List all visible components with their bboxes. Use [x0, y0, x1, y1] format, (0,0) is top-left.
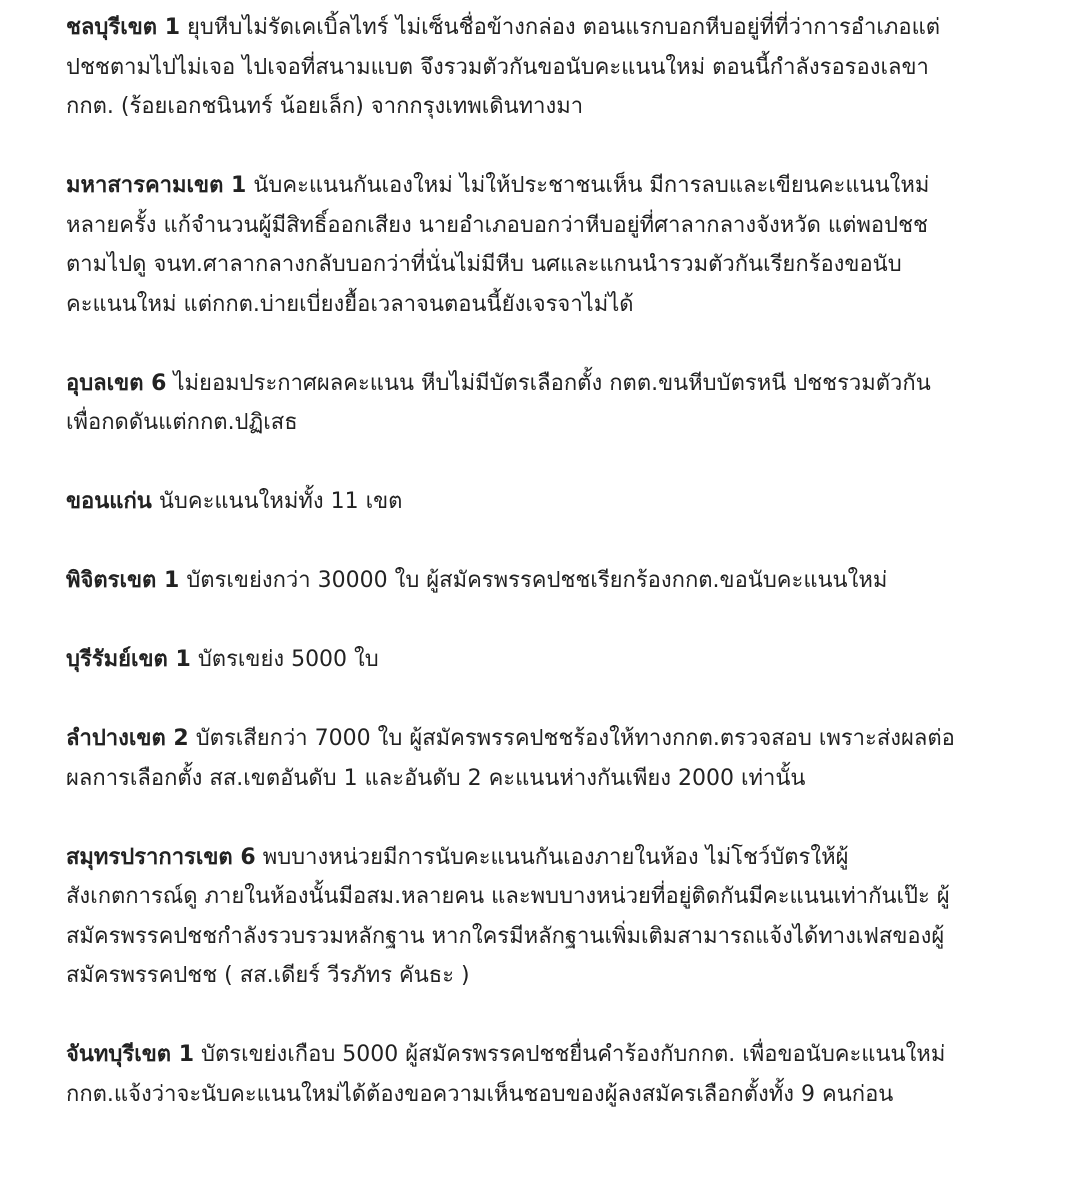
- region-heading: จันทบุรีเขต 1: [66, 1042, 195, 1067]
- report-text-line: ตามไปดู จนท.ศาลากลางกลับบอกว่าที่นั่นไม่มีหีบ นศและแกนนำรวมตัวกันเรียกร้องขอนับ: [66, 252, 902, 277]
- report-text-line: สังเกตการณ์ดู ภายในห้องนั้นมีอสม.หลายคน และพบบางหน่วยที่อยู่ติดกันมีคะแนนเท่ากันเป๊ะ ผู้: [66, 884, 950, 909]
- report-text-line: นับคะแนนกันเองใหม่ ไม่ให้ประชาชนเห็น มีการลบและเขียนคะแนนใหม่: [253, 173, 930, 198]
- report-text-line: คะแนนใหม่ แต่กกต.บ่ายเบี่ยงยื้อเวลาจนตอนนี้ยังเจรจาไม่ได้: [66, 291, 634, 317]
- report-ubon: [66, 364, 1016, 443]
- report-phichit: [66, 561, 1016, 601]
- region-heading: ชลบุรีเขต 1: [66, 15, 181, 40]
- region-heading: อุบลเขต 6: [66, 370, 167, 396]
- region-heading: พิจิตรเขต 1: [66, 568, 180, 593]
- region-heading: สมุทรปราการเขต 6: [66, 844, 256, 870]
- report-text-line: เพื่อกดดันแต่กกต.ปฏิเสธ: [66, 410, 298, 435]
- report-text-line: บัตรเขย่งกว่า 30000 ใบ ผู้สมัครพรรคปชชเรียกร้องกกต.ขอนับคะแนนใหม่: [186, 568, 888, 593]
- report-mahasarakham: [66, 166, 1016, 324]
- report-text-line: ปชชตามไปไม่เจอ ไปเจอที่สนามแบต จึงรวมตัวกันขอนับคะแนนใหม่ ตอนนี้กำลังรอรองเลขา: [66, 54, 929, 80]
- report-buriram: [66, 640, 1016, 680]
- report-khonkaen: [66, 482, 1016, 522]
- report-text-line: บัตรเสียกว่า 7000 ใบ ผู้สมัครพรรคปชชร้องให้ทางกกต.ตรวจสอบ เพราะส่งผลต่อ: [195, 726, 955, 751]
- report-text-line: สมัครพรรคปชชกำลังรวบรวมหลักฐาน หากใครมีหลักฐานเพิ่มเติมสามารถแจ้งได้ทางเฟสของผู้: [66, 923, 945, 949]
- report-text-line: นับคะแนนใหม่ทั้ง 11 เขต: [158, 489, 403, 514]
- report-text-line: กกต. (ร้อยเอกชนินทร์ น้อยเล็ก) จากกรุงเทพเดินทางมา: [66, 94, 584, 119]
- report-lampang: [66, 719, 1016, 798]
- report-chonburi: [66, 8, 1016, 127]
- report-text-line: ผลการเลือกตั้ง สส.เขตอันดับ 1 และอันดับ 2 คะแนนห่างกันเพียง 2000 เท่านั้น: [66, 765, 806, 791]
- region-heading: บุรีรัมย์เขต 1: [66, 647, 191, 672]
- report-samutprakan: [66, 838, 1016, 996]
- report-text-line: หลายครั้ง แก้จำนวนผู้มีสิทธิ์ออกเสียง นายอำเภอบอกว่าหีบอยู่ที่ศาลากลางจังหวัด แต่พอปชช: [66, 212, 928, 238]
- report-text-line: บัตรเขย่ง 5000 ใบ: [197, 647, 379, 672]
- report-text-line: ยุบหีบไม่รัดเคเบิ้ลไทร์ ไม่เซ็นชื่อข้างกล่อง ตอนแรกบอกหีบอยู่ที่ที่ว่าการอำเภอแต่: [187, 15, 941, 40]
- report-text-line: พบบางหน่วยมีการนับคะแนนกันเองภายในห้อง ไม่โชว์บัตรให้ผู้: [262, 844, 849, 870]
- report-text-line: ไม่ยอมประกาศผลคะแนน หีบไม่มีบัตรเลือกตั้ง กตต.ขนหีบบัตรหนี ปชชรวมตัวกัน: [173, 370, 931, 396]
- report-text-line: บัตรเขย่งเกือบ 5000 ผู้สมัครพรรคปชชยื่นคำร้องกับกกต. เพื่อขอนับคะแนนใหม่: [201, 1042, 946, 1067]
- report-chanthaburi: [66, 1035, 1016, 1114]
- region-heading: ขอนแก่น: [66, 489, 152, 514]
- report-text-line: สมัครพรรคปชช ( สส.เดียร์ วีรภัทร คันธะ ): [66, 963, 470, 988]
- document-body: [66, 0, 1016, 1154]
- region-heading: ลำปางเขต 2: [66, 726, 189, 751]
- region-heading: มหาสารคามเขต 1: [66, 173, 247, 198]
- report-text-line: กกต.แจ้งว่าจะนับคะแนนใหม่ได้ต้องขอความเห็นชอบของผู้ลงสมัครเลือกตั้งทั้ง 9 คนก่อน: [66, 1081, 894, 1107]
